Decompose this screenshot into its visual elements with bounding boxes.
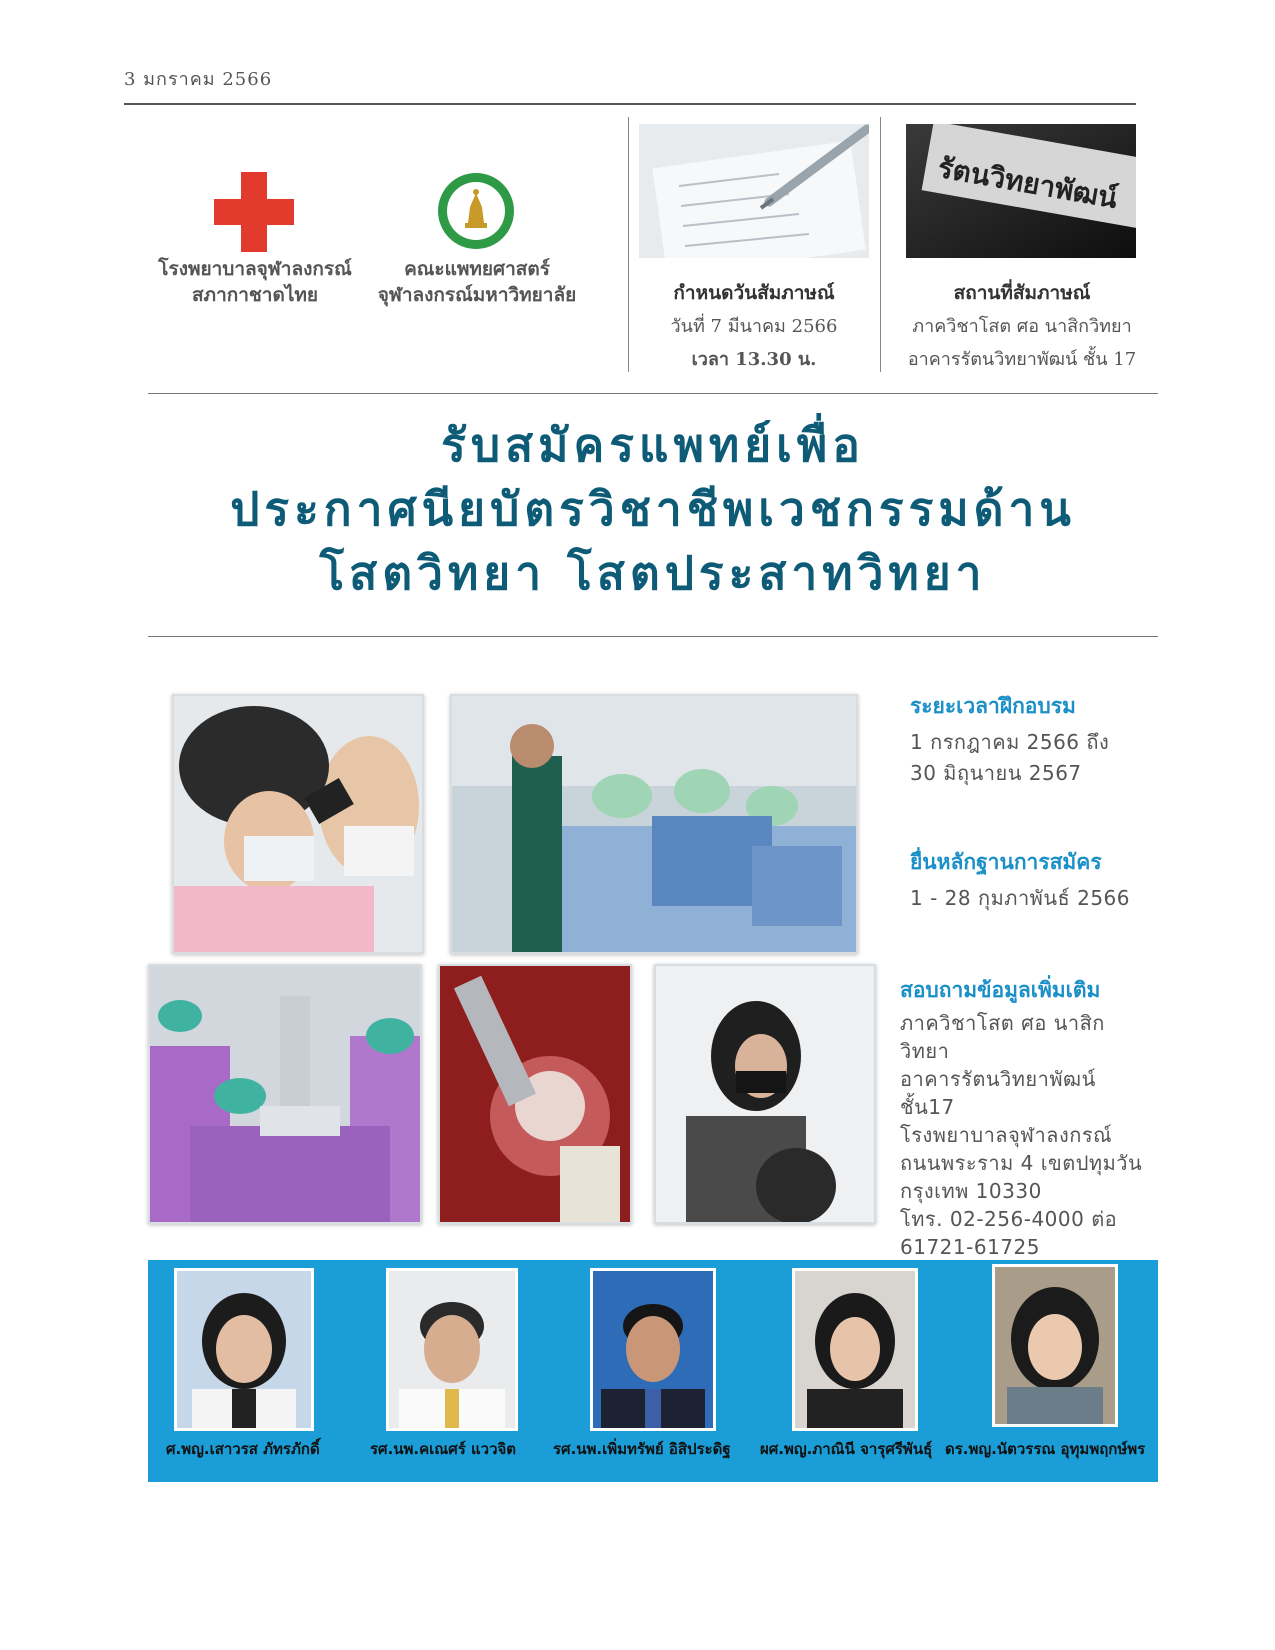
ear-exam-photo	[172, 694, 424, 954]
hospital-name: โรงพยาบาลจุฬาลงกรณ์	[158, 258, 352, 280]
contact-line: ภาควิชาโสต ศอ นาสิกวิทยา	[900, 1011, 1105, 1063]
contact-phone: โทร. 02-256-4000 ต่อ	[900, 1207, 1118, 1231]
document-date: 3 มกราคม 2566	[124, 69, 273, 90]
interview-place-label: สถานที่สัมภาษณ์	[953, 282, 1091, 304]
contact-block	[900, 974, 1150, 1261]
interview-time-value: เวลา 13.30 น.	[691, 349, 817, 370]
surgery-team-photo	[450, 694, 858, 954]
training-line-1: 1 กรกฎาคม 2566 ถึง	[910, 730, 1110, 754]
staff-portrait-2	[386, 1268, 518, 1431]
title-line-2: ประกาศนียบัตรวิชาชีพเวชกรรมด้าน	[230, 482, 1076, 536]
header-divider-1	[628, 117, 629, 372]
interview-date-value: วันที่ 7 มีนาคม 2566	[670, 316, 838, 337]
title-line-3: โสตวิทยา โสตประสาทวิทยา	[319, 546, 987, 600]
contact-extension: 61721-61725	[900, 1235, 1040, 1259]
interview-place-dept: ภาควิชาโสต ศอ นาสิกวิทยา	[912, 316, 1132, 337]
hearing-test-photo	[654, 964, 876, 1224]
contact-line: กรุงเทพ 10330	[900, 1179, 1042, 1203]
staff-portrait-5	[992, 1264, 1118, 1427]
application-heading: ยื่นหลักฐานการสมัคร	[910, 850, 1102, 874]
interview-date-label: กำหนดวันสัมภาษณ์	[673, 282, 835, 304]
contact-line: โรงพยาบาลจุฬาลงกรณ์	[900, 1123, 1113, 1147]
staff-portrait-1	[174, 1268, 314, 1431]
staff-portrait-3	[590, 1268, 716, 1431]
contact-line: ถนนพระราม 4 เขตปทุมวัน	[900, 1151, 1143, 1175]
title-line-1: รับสมัครแพทย์เพื่อ	[441, 418, 865, 472]
red-cross-icon	[214, 172, 294, 252]
microscope-training-photo	[148, 964, 422, 1224]
page-title	[148, 413, 1158, 605]
staff-portrait-4	[792, 1268, 918, 1431]
staff-name-1: ศ.พญ.เสาวรส ภัทรภักดิ์	[166, 1440, 320, 1458]
surgical-drill-photo	[438, 964, 632, 1224]
building-sign-text: รัตนวิทยาพัฒน์	[935, 150, 1120, 215]
interview-date-block	[639, 276, 869, 376]
header-divider	[124, 103, 1136, 105]
interview-place-block	[896, 276, 1148, 376]
faculty-name: คณะแพทยศาสตร์	[404, 258, 550, 280]
training-heading: ระยะเวลาฝึกอบรม	[910, 694, 1076, 718]
interview-place-building: อาคารรัตนวิทยาพัฒน์ ชั้น 17	[907, 349, 1137, 370]
staff-name-2: รศ.นพ.คเณศร์ แววจิต	[370, 1440, 517, 1458]
hospital-org: สภากาชาดไทย	[191, 284, 319, 306]
contact-lines	[900, 1009, 1150, 1261]
faculty-university: จุฬาลงกรณ์มหาวิทยาลัย	[377, 284, 577, 306]
staff-name-5: ดร.พญ.นัตวรรณ อุทุมพฤกษ์พร	[945, 1440, 1146, 1458]
training-block	[910, 690, 1150, 789]
application-period: 1 - 28 กุมภาพันธ์ 2566	[910, 886, 1130, 910]
staff-name-3: รศ.นพ.เพิ่มทรัพย์ อิสิประดิฐ	[553, 1440, 731, 1458]
faculty-logo-label	[372, 256, 582, 308]
training-line-2: 30 มิถุนายน 2567	[910, 761, 1082, 785]
building-sign-photo	[906, 124, 1136, 258]
application-block	[910, 846, 1150, 914]
contact-heading: สอบถามข้อมูลเพิ่มเติม	[900, 978, 1101, 1002]
title-top-rule	[148, 393, 1158, 394]
contact-line: อาคารรัตนวิทยาพัฒน์ ชั้น17	[900, 1067, 1096, 1119]
university-seal-icon	[438, 173, 514, 249]
hospital-logo-label	[150, 256, 360, 308]
header-divider-2	[880, 117, 881, 372]
staff-name-4: ผศ.พญ.ภาณินี จารุศรีพันธุ์	[760, 1440, 933, 1458]
title-bottom-rule	[148, 636, 1158, 637]
signature-pen-photo	[639, 124, 869, 258]
